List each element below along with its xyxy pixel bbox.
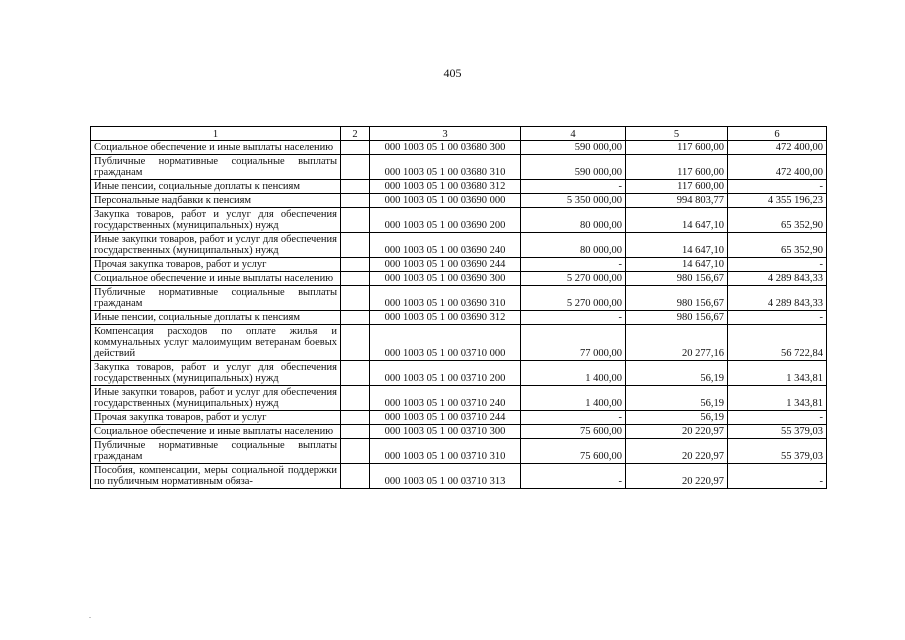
row-executed-amount: 117 600,00 [626, 180, 728, 194]
row-budget-code: 000 1003 05 1 00 03680 310 [370, 155, 521, 180]
row-budget-code: 000 1003 05 1 00 03690 200 [370, 208, 521, 233]
row-approved-amount: - [521, 411, 626, 425]
table-row [91, 194, 827, 208]
row-budget-code: 000 1003 05 1 00 03710 313 [370, 464, 521, 489]
row-approved-amount: - [521, 311, 626, 325]
row-description: Социальное обеспечение и иные выплаты населению [91, 425, 341, 439]
row-executed-amount: 14 647,10 [626, 208, 728, 233]
row-description: Прочая закупка товаров, работ и услуг [91, 411, 341, 425]
row-approved-amount: 80 000,00 [521, 208, 626, 233]
row-col2 [341, 386, 370, 411]
row-executed-amount: 994 803,77 [626, 194, 728, 208]
row-approved-amount: - [521, 180, 626, 194]
row-executed-amount: 56,19 [626, 411, 728, 425]
row-remaining-amount: 55 379,03 [728, 439, 827, 464]
row-col2 [341, 464, 370, 489]
column-header-5: 5 [626, 127, 728, 141]
row-description: Иные пенсии, социальные доплаты к пенсиям [91, 311, 341, 325]
footer-mark: . [89, 611, 91, 620]
row-executed-amount: 20 220,97 [626, 439, 728, 464]
row-description: Публичные нормативные социальные выплаты гражданам [91, 439, 341, 464]
row-approved-amount: 75 600,00 [521, 439, 626, 464]
row-col2 [341, 311, 370, 325]
table-row [91, 311, 827, 325]
table-row [91, 180, 827, 194]
table-row [91, 141, 827, 155]
row-remaining-amount: 1 343,81 [728, 361, 827, 386]
row-description: Прочая закупка товаров, работ и услуг [91, 258, 341, 272]
row-executed-amount: 20 220,97 [626, 464, 728, 489]
table-row [91, 325, 827, 361]
row-executed-amount: 56,19 [626, 386, 728, 411]
row-approved-amount: - [521, 258, 626, 272]
table-header-row [91, 127, 827, 141]
table-row [91, 361, 827, 386]
row-remaining-amount: 4 289 843,33 [728, 286, 827, 311]
row-budget-code: 000 1003 05 1 00 03690 300 [370, 272, 521, 286]
row-budget-code: 000 1003 05 1 00 03690 244 [370, 258, 521, 272]
row-col2 [341, 141, 370, 155]
table-row [91, 155, 827, 180]
row-remaining-amount: 4 289 843,33 [728, 272, 827, 286]
row-executed-amount: 980 156,67 [626, 272, 728, 286]
table-row [91, 286, 827, 311]
row-remaining-amount: 56 722,84 [728, 325, 827, 361]
row-col2 [341, 272, 370, 286]
row-budget-code: 000 1003 05 1 00 03680 300 [370, 141, 521, 155]
row-remaining-amount: 472 400,00 [728, 155, 827, 180]
row-remaining-amount: 65 352,90 [728, 208, 827, 233]
row-budget-code: 000 1003 05 1 00 03710 300 [370, 425, 521, 439]
row-description: Персональные надбавки к пенсиям [91, 194, 341, 208]
row-approved-amount: 75 600,00 [521, 425, 626, 439]
row-description: Социальное обеспечение и иные выплаты населению [91, 141, 341, 155]
table-row [91, 439, 827, 464]
row-description: Социальное обеспечение и иные выплаты населению [91, 272, 341, 286]
table-row [91, 464, 827, 489]
row-budget-code: 000 1003 05 1 00 03690 000 [370, 194, 521, 208]
row-executed-amount: 117 600,00 [626, 141, 728, 155]
row-approved-amount: 80 000,00 [521, 233, 626, 258]
row-budget-code: 000 1003 05 1 00 03680 312 [370, 180, 521, 194]
table-row [91, 258, 827, 272]
row-executed-amount: 20 277,16 [626, 325, 728, 361]
row-executed-amount: 117 600,00 [626, 155, 728, 180]
row-col2 [341, 411, 370, 425]
column-header-1: 1 [91, 127, 341, 141]
row-description: Закупка товаров, работ и услуг для обеспечения государственных (муниципальных) нужд [91, 208, 341, 233]
row-remaining-amount: 65 352,90 [728, 233, 827, 258]
row-col2 [341, 208, 370, 233]
row-executed-amount: 20 220,97 [626, 425, 728, 439]
row-description: Иные закупки товаров, работ и услуг для обеспечения государственных (муниципальных) нужд [91, 386, 341, 411]
table-row [91, 425, 827, 439]
row-budget-code: 000 1003 05 1 00 03710 000 [370, 325, 521, 361]
row-budget-code: 000 1003 05 1 00 03710 310 [370, 439, 521, 464]
table-body [91, 141, 827, 489]
table-row [91, 272, 827, 286]
row-approved-amount: 1 400,00 [521, 386, 626, 411]
row-budget-code: 000 1003 05 1 00 03710 240 [370, 386, 521, 411]
row-description: Иные закупки товаров, работ и услуг для обеспечения государственных (муниципальных) нужд [91, 233, 341, 258]
row-col2 [341, 439, 370, 464]
row-approved-amount: 5 270 000,00 [521, 272, 626, 286]
row-approved-amount: - [521, 464, 626, 489]
row-remaining-amount: - [728, 311, 827, 325]
row-approved-amount: 1 400,00 [521, 361, 626, 386]
row-remaining-amount: 472 400,00 [728, 141, 827, 155]
row-budget-code: 000 1003 05 1 00 03710 200 [370, 361, 521, 386]
row-col2 [341, 325, 370, 361]
row-remaining-amount: 1 343,81 [728, 386, 827, 411]
row-remaining-amount: - [728, 464, 827, 489]
row-budget-code: 000 1003 05 1 00 03690 312 [370, 311, 521, 325]
row-remaining-amount: - [728, 258, 827, 272]
row-executed-amount: 980 156,67 [626, 286, 728, 311]
column-header-4: 4 [521, 127, 626, 141]
page-number: 405 [443, 66, 462, 80]
row-description: Компенсация расходов по оплате жилья и коммунальных услуг малоимущим ветеранам боевых действий [91, 325, 341, 361]
table-row [91, 411, 827, 425]
row-approved-amount: 77 000,00 [521, 325, 626, 361]
row-executed-amount: 14 647,10 [626, 233, 728, 258]
row-col2 [341, 361, 370, 386]
row-col2 [341, 180, 370, 194]
row-remaining-amount: 4 355 196,23 [728, 194, 827, 208]
table-row [91, 233, 827, 258]
row-col2 [341, 233, 370, 258]
row-approved-amount: 590 000,00 [521, 155, 626, 180]
row-executed-amount: 56,19 [626, 361, 728, 386]
table-row [91, 386, 827, 411]
row-approved-amount: 590 000,00 [521, 141, 626, 155]
row-description: Публичные нормативные социальные выплаты гражданам [91, 155, 341, 180]
row-approved-amount: 5 270 000,00 [521, 286, 626, 311]
row-remaining-amount: - [728, 411, 827, 425]
table-row [91, 208, 827, 233]
row-remaining-amount: 55 379,03 [728, 425, 827, 439]
row-col2 [341, 286, 370, 311]
row-budget-code: 000 1003 05 1 00 03710 244 [370, 411, 521, 425]
row-col2 [341, 155, 370, 180]
row-approved-amount: 5 350 000,00 [521, 194, 626, 208]
budget-table [90, 126, 827, 489]
column-header-2: 2 [341, 127, 370, 141]
row-executed-amount: 980 156,67 [626, 311, 728, 325]
row-description: Пособия, компенсации, меры социальной поддержки по публичным нормативным обяза- [91, 464, 341, 489]
row-description: Публичные нормативные социальные выплаты гражданам [91, 286, 341, 311]
row-budget-code: 000 1003 05 1 00 03690 240 [370, 233, 521, 258]
row-description: Иные пенсии, социальные доплаты к пенсиям [91, 180, 341, 194]
column-header-3: 3 [370, 127, 521, 141]
row-col2 [341, 425, 370, 439]
row-remaining-amount: - [728, 180, 827, 194]
row-description: Закупка товаров, работ и услуг для обеспечения государственных (муниципальных) нужд [91, 361, 341, 386]
column-header-6: 6 [728, 127, 827, 141]
row-executed-amount: 14 647,10 [626, 258, 728, 272]
row-col2 [341, 258, 370, 272]
row-budget-code: 000 1003 05 1 00 03690 310 [370, 286, 521, 311]
row-col2 [341, 194, 370, 208]
